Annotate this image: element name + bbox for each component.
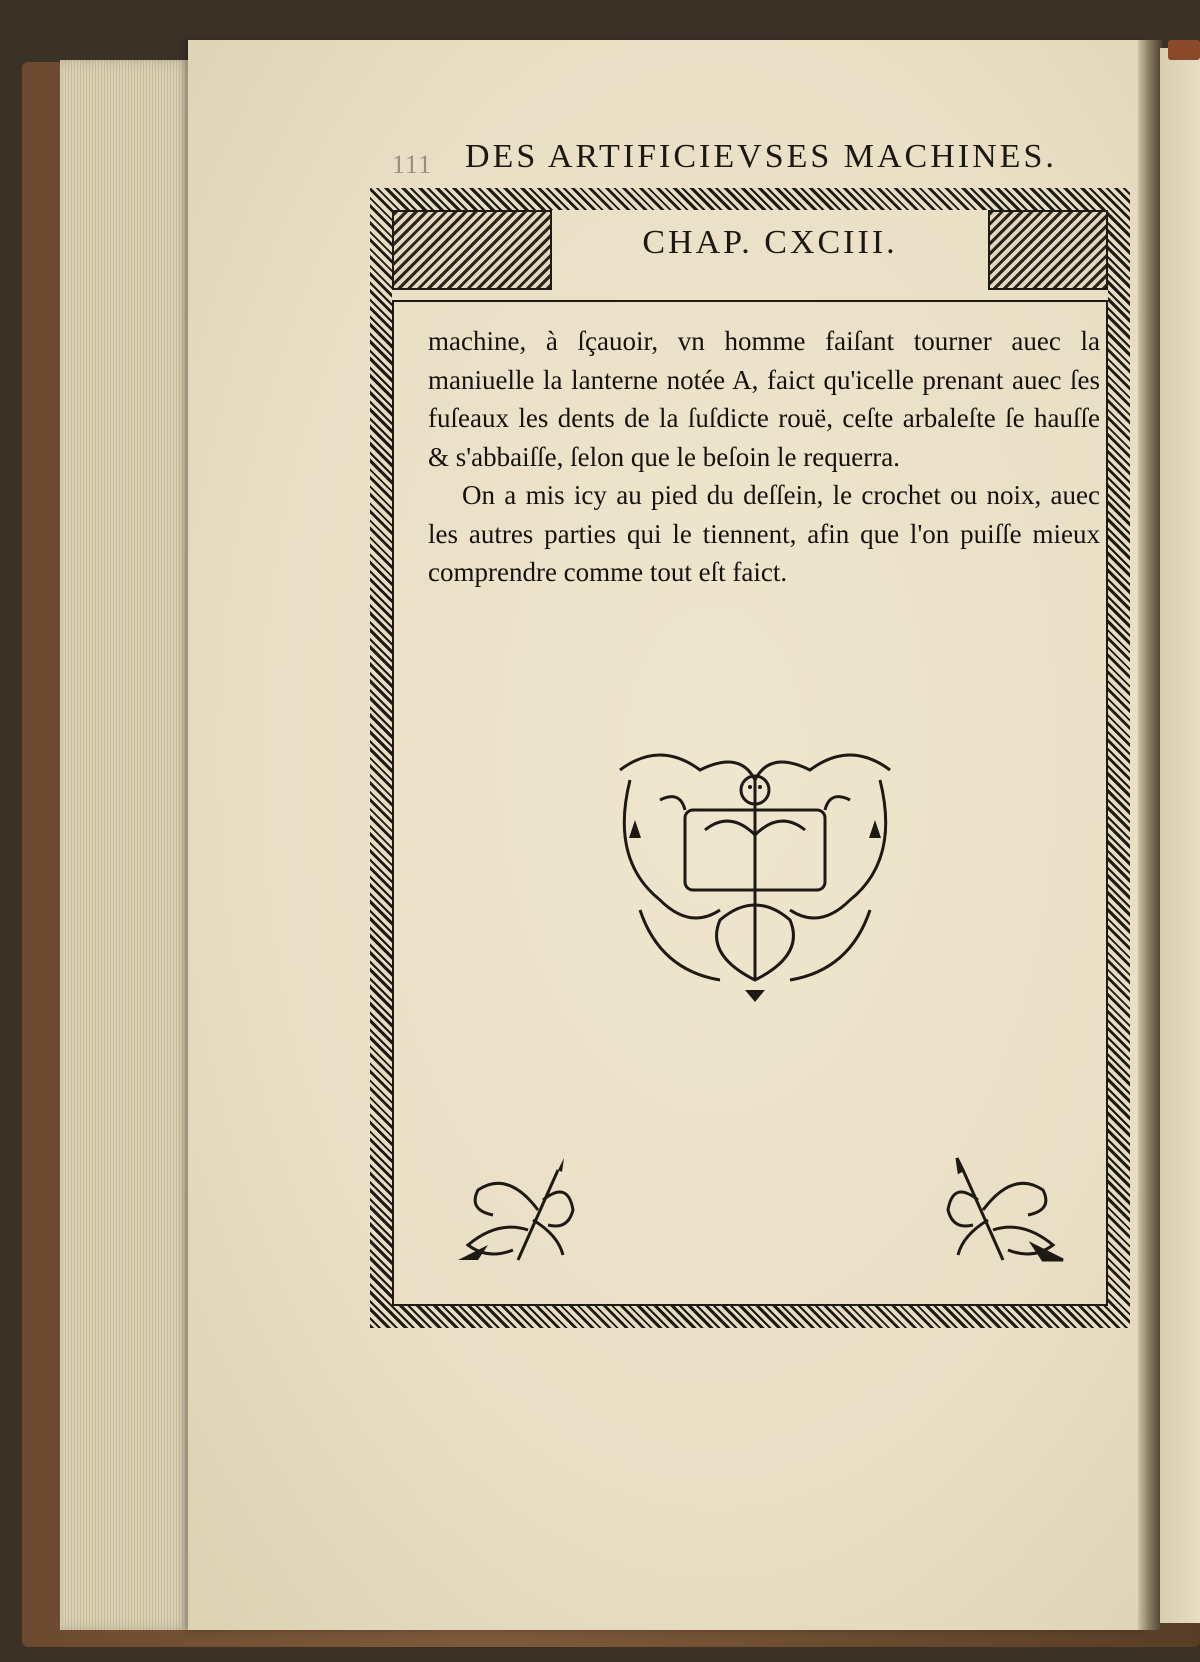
folio-number: 111 [392, 150, 433, 179]
page-edges [60, 60, 190, 1630]
border-corner-block-right [988, 210, 1108, 290]
paragraph-2: On a mis icy au pied du deſſein, le crochet ou noix, auec les autres parties qui le tiennent, afin que l'on puiſſe mieux comprendre comme tout eſt faict. [428, 480, 1100, 587]
cartouche-ornament-icon [600, 740, 910, 1010]
running-head: DES ARTIFICIEVSES MACHINES. [465, 138, 1057, 175]
facing-page-edge [1160, 48, 1200, 1623]
fleuron-right-icon [935, 1150, 1073, 1270]
bookmark-tab [1168, 40, 1200, 60]
fleuron-left-icon [448, 1150, 586, 1270]
paragraph-1: machine, à ſçauoir, vn homme faiſant tourner auec la maniuelle la lanterne notée A, faict qu'icelle prenant auec ſes fuſeaux les dents de la ſuſdicte rouë, ceſte arbaleſte ſe hauſſe & s'abbaiſſe, ſelon que le beſoin le requerra. [428, 326, 1100, 472]
chapter-heading: CHAP. CXCIII. [642, 224, 898, 261]
border-corner-block-left [392, 210, 552, 290]
book-gutter [1138, 40, 1162, 1630]
